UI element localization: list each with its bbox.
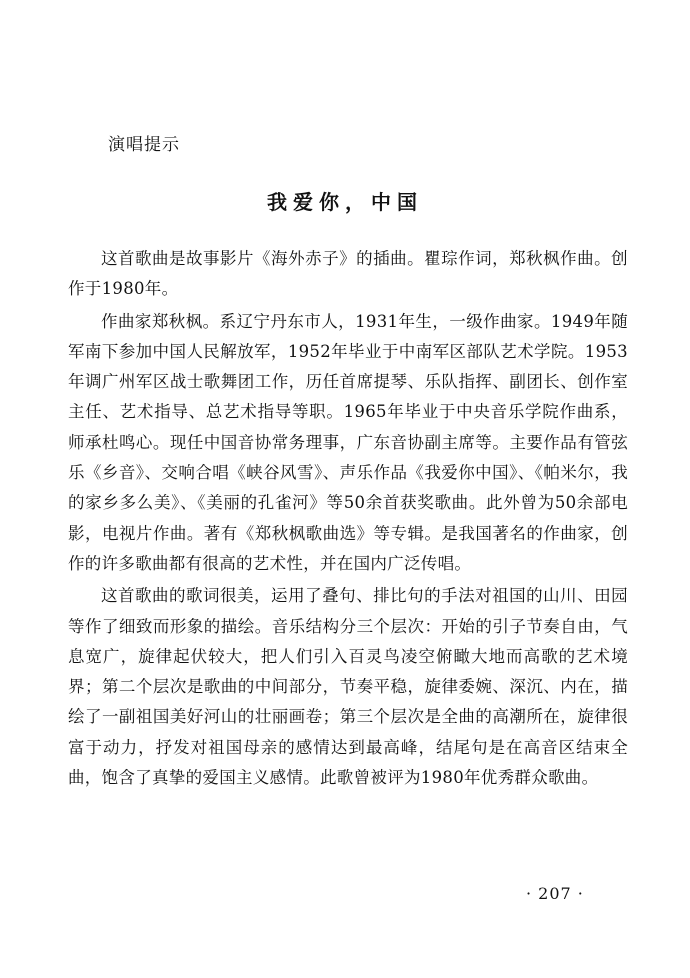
section-label: 演唱提示 [108, 135, 180, 155]
paragraph-intro: 这首歌曲是故事影片《海外赤子》的插曲。瞿琮作词，郑秋枫作曲。创作于1980年。 [68, 249, 628, 299]
page-number: · 207 · [526, 884, 584, 903]
paragraph-composer-bio: 作曲家郑秋枫。系辽宁丹东市人，1931年生，一级作曲家。1949年随军南下参加中国人民解放军，1952年毕业于中南军区部队艺术学院。1953年调广州军区战士歌舞团工作，历任首席提琴、乐队指挥、副团长、创作室主任、艺术指导、总艺术指导等职。1965年毕业于中央音乐学院作曲系，师承杜鸣心。现任中国音协常务理事，广东音协副主席等。主要作品有管弦乐《乡音》、交响合唱《峡谷风雪》、声乐作品《我爱你中国》、《帕米尔，我的家乡多么美》、《美丽的孔雀河》等50余首获奖歌曲。此外曾为50余部电影，电视片作曲。著有《郑秋枫歌曲选》等专辑。是我国著名的作曲家，创作的许多歌曲都有很高的艺术性，并在国内广泛传唱。 [68, 311, 628, 573]
song-title: 我爱你，中国 [267, 190, 423, 214]
body-text [68, 244, 628, 795]
paragraph-analysis: 这首歌曲的歌词很美，运用了叠句、排比句的手法对祖国的山川、田园等作了细致而形象的描绘。音乐结构分三个层次：开始的引子节奏自由，气息宽广，旋律起伏较大，把人们引入百灵鸟凌空俯瞰大地而高歌的艺术境界；第二个层次是歌曲的中间部分，节奏平稳，旋律委婉、深沉、内在，描绘了一副祖国美好河山的壮丽画卷；第三个层次是全曲的高潮所在，旋律很富于动力，抒发对祖国母亲的感情达到最高峰，结尾句是在高音区结束全曲，饱含了真挚的爱国主义感情。此歌曾被评为1980年优秀群众歌曲。 [68, 586, 628, 788]
